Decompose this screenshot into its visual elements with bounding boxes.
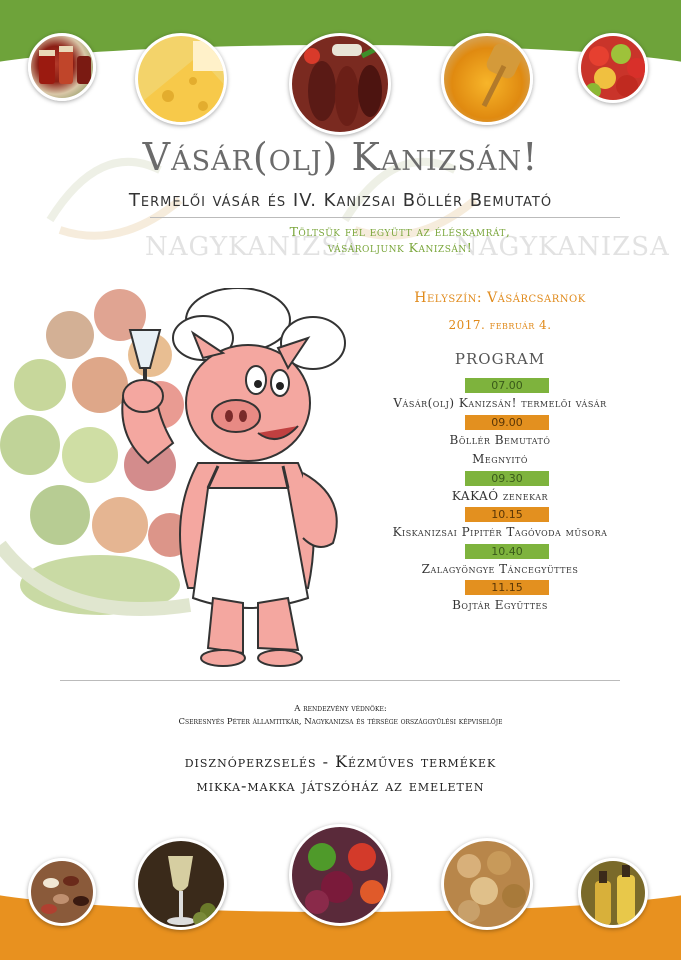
time-badge: 09.30 — [465, 471, 549, 486]
time-badge: 09.00 — [465, 415, 549, 430]
tagline-line-2: vásároljunk Kanizsán! — [327, 240, 473, 255]
page-subtitle: Termelői vásár és IV. Kanizsai Böllér Bemutató — [128, 190, 553, 211]
program-item: Vásár(olj) Kanizsán! termelői vásár — [393, 396, 607, 410]
watermark-left-text: NAGYKANIZSA — [145, 232, 360, 262]
photo-sausages — [289, 33, 391, 135]
patron-label: A rendezvény védnöke: — [294, 704, 387, 714]
watermark-right-text: NAGYKANIZSA — [455, 232, 670, 262]
tagline-line-1: Töltsük fel együtt az éléskamrát, — [289, 224, 511, 239]
time-badge: 07.00 — [465, 378, 549, 393]
patron-name: Cseresnyés Péter államtitkár, Nagykanizsa és térsége országgyűlési képviselője — [178, 717, 503, 727]
event-date: 2017. február 4. — [448, 318, 552, 332]
program-heading: PROGRAM — [454, 350, 546, 368]
photo-cheese — [135, 33, 227, 125]
photo-vegetables — [289, 824, 391, 926]
time-badge: 10.15 — [465, 507, 549, 522]
photo-walnuts — [441, 838, 533, 930]
program-item: Megnyitó — [472, 452, 528, 466]
program-item: Bojtár Együttes — [452, 598, 548, 612]
event-place: Helyszín: Vásárcsarnok — [414, 290, 586, 306]
program-item: Böllér Bemutató — [449, 433, 551, 447]
pig-chef-illustration — [108, 288, 353, 673]
time-badge: 10.40 — [465, 544, 549, 559]
photo-jams — [28, 33, 96, 101]
photo-oil-bottles — [578, 858, 648, 928]
patron-divider — [60, 680, 620, 681]
page-title: Vásár(olj) Kanizsán! — [142, 135, 539, 179]
title-divider — [150, 217, 620, 218]
photo-honey — [441, 33, 533, 125]
program-item: Zalagyöngye Táncegyüttes — [421, 562, 579, 576]
photo-apples — [578, 33, 648, 103]
photo-wine — [135, 838, 227, 930]
program-item: Kiskanizsai Pipitér Tagóvoda műsora — [392, 525, 608, 539]
photo-beans — [28, 858, 96, 926]
time-badge: 11.15 — [465, 580, 549, 595]
footer-line-2: mikka-makka játszóház az emeleten — [196, 776, 485, 795]
program-item: KAKAÓ zenekar — [451, 489, 549, 503]
footer-line-1: disznóperzselés - Kézműves termékek — [184, 752, 497, 771]
